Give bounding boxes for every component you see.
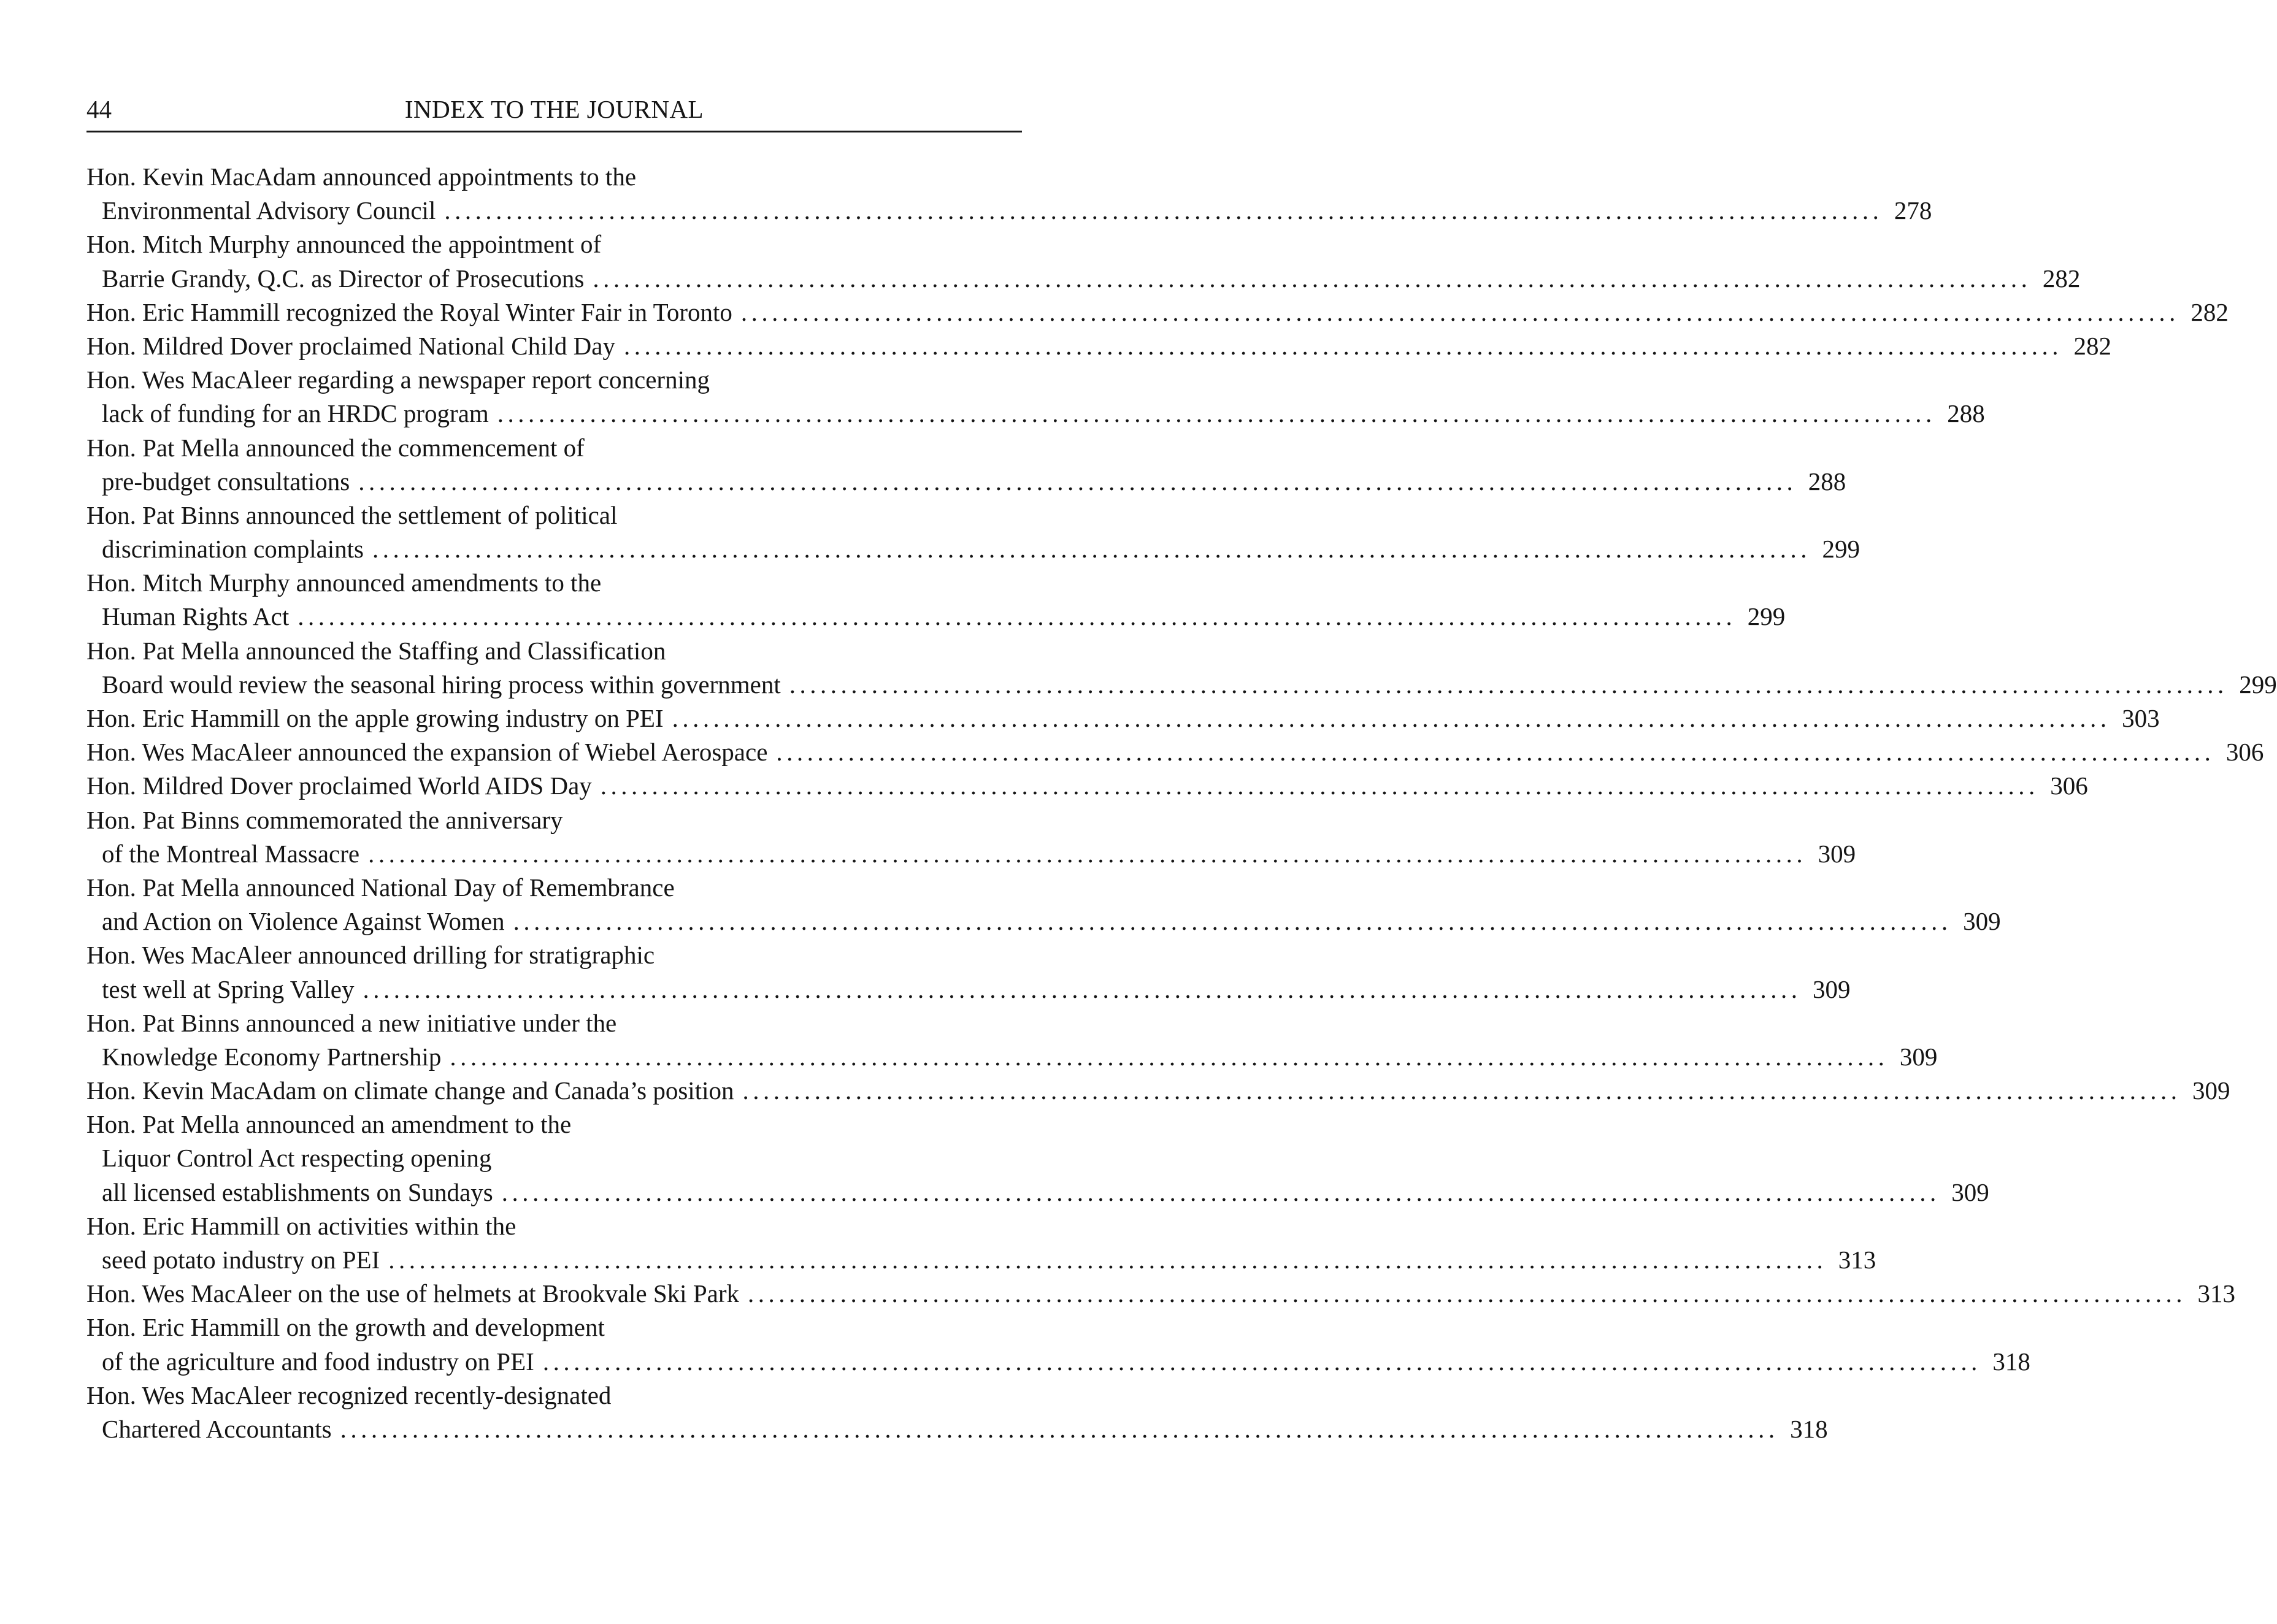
index-entry: [86, 702, 2160, 735]
header-rule: [86, 131, 1022, 132]
entry-text: Hon. Wes MacAleer regarding a newspaper report concerning: [86, 366, 710, 394]
entry-page-number: 318: [1790, 1414, 1828, 1443]
dot-leader: ............................................................................................................................................: [358, 467, 1797, 496]
entry-page-number: 282: [2042, 264, 2081, 293]
entry-first-line: [86, 1277, 2235, 1311]
dot-leader: ............................................................................................................................................: [340, 1414, 1779, 1443]
entry-text: pre-budget consultations: [102, 467, 350, 496]
index-entry: [86, 1209, 1876, 1277]
entry-page-number: 282: [2073, 331, 2111, 360]
entry-page-number: 313: [1838, 1246, 1876, 1274]
index-entry: [86, 1006, 1938, 1074]
entry-text: Hon. Pat Binns announced the settlement of political: [86, 500, 618, 529]
dot-leader: ............................................................................................................................................: [623, 331, 2062, 360]
index-entry: [86, 329, 2111, 363]
entry-text: of the agriculture and food industry on PEI: [102, 1347, 534, 1376]
entry-first-line: [86, 1209, 1014, 1243]
entry-first-line: [86, 566, 1014, 600]
dot-leader: ............................................................................................................................................: [450, 1042, 1889, 1071]
dot-leader: ............................................................................................................................................: [513, 907, 1952, 936]
dot-leader: ............................................................................................................................................: [542, 1347, 1981, 1376]
dot-leader: ............................................................................................................................................: [672, 704, 2111, 732]
index-entry: [86, 1074, 2230, 1108]
entry-first-line: [86, 1006, 1014, 1040]
dot-leader: ............................................................................................................................................: [593, 264, 2032, 293]
entry-text: Hon. Mildred Dover proclaimed National Child Day: [86, 331, 615, 360]
entry-text: Hon. Pat Mella announced the commencement of: [86, 433, 585, 462]
entry-continuation-line: [86, 600, 1786, 634]
entry-first-line: [86, 1074, 2230, 1108]
entry-text: Hon. Wes MacAleer on the use of helmets at Brookvale Ski Park: [86, 1279, 739, 1308]
dot-leader: ............................................................................................................................................: [600, 772, 2039, 800]
entry-first-line: [86, 363, 1014, 397]
index-entry: [86, 938, 1851, 1006]
entry-first-line: [86, 296, 2229, 329]
entry-continuation-line: [86, 1040, 1938, 1074]
entry-continuation-line: [86, 1412, 1828, 1446]
entry-text: Chartered Accountants: [102, 1414, 332, 1443]
entry-page-number: 306: [2050, 772, 2088, 800]
entry-page-number: 318: [1992, 1347, 2030, 1376]
entry-text: Barrie Grandy, Q.C. as Director of Prosecutions: [102, 264, 585, 293]
entry-text: Knowledge Economy Partnership: [102, 1042, 442, 1071]
entry-first-line: [86, 871, 1014, 905]
index-entry: [86, 803, 1856, 871]
entry-page-number: 299: [1747, 602, 1786, 631]
page-number: 44: [86, 95, 112, 123]
entry-continuation-line: [86, 397, 1985, 431]
entry-first-line: [86, 1108, 1014, 1141]
entry-page-number: 306: [2225, 738, 2264, 767]
dot-leader: ............................................................................................................................................: [497, 399, 1936, 428]
entry-first-line: [86, 499, 1014, 532]
entry-text: Hon. Pat Mella announced National Day of Remembrance: [86, 873, 675, 902]
entry-continuation-line: [86, 194, 1932, 228]
dot-leader: ............................................................................................................................................: [444, 196, 1883, 225]
entry-text: all licensed establishments on Sundays: [102, 1178, 493, 1206]
index-entry: [86, 1379, 1828, 1446]
entry-text: Environmental Advisory Council: [102, 196, 436, 225]
dot-leader: ............................................................................................................................................: [789, 670, 2228, 699]
entry-page-number: 303: [2122, 704, 2160, 732]
entry-continuation-line: [86, 262, 2081, 296]
index-entry: [86, 160, 1932, 228]
entry-first-line: [86, 803, 1014, 837]
entry-text: Hon. Pat Mella announced the Staffing and Classification: [86, 636, 666, 665]
entry-page-number: 288: [1808, 467, 1846, 496]
index-entry: [86, 769, 2088, 803]
entry-continuation-line: [86, 905, 2001, 938]
entry-first-line: [86, 735, 2264, 769]
entry-first-line: [86, 1311, 1014, 1344]
page-title: INDEX TO THE JOURNAL: [404, 95, 704, 123]
entry-text: Hon. Kevin MacAdam announced appointments to the: [86, 163, 637, 191]
entry-text: Hon. Eric Hammill on the growth and development: [86, 1313, 605, 1342]
index-entry: [86, 1277, 2235, 1311]
index-entry: [86, 296, 2229, 329]
entry-text: Hon. Pat Binns announced a new initiative under the: [86, 1008, 617, 1037]
entry-continuation-line: [86, 1176, 1989, 1209]
index-entry: [86, 871, 2001, 938]
dot-leader: ............................................................................................................................................: [747, 1279, 2186, 1308]
index-entry: [86, 735, 2264, 769]
entry-first-line: [86, 702, 2160, 735]
dot-leader: ............................................................................................................................................: [298, 602, 1737, 631]
entry-page-number: 309: [1812, 975, 1851, 1003]
entry-text: Hon. Pat Binns commemorated the anniversary: [86, 805, 563, 834]
entry-page-number: 309: [2192, 1076, 2230, 1105]
entry-text: Board would review the seasonal hiring process within government: [102, 670, 781, 699]
entry-text: Liquor Control Act respecting opening: [102, 1144, 492, 1173]
entry-continuation-line: [86, 1345, 2030, 1379]
index-entry: [86, 1311, 2030, 1378]
entry-page-number: 309: [1963, 907, 2001, 936]
dot-leader: ............................................................................................................................................: [372, 535, 1811, 564]
entry-first-line: [86, 329, 2111, 363]
entry-continuation-line: [86, 973, 1851, 1006]
entry-continuation-line: [86, 1243, 1876, 1277]
entry-page-number: 309: [1951, 1178, 1989, 1206]
running-head: [86, 93, 1022, 125]
entry-continuation-line: [86, 465, 1846, 499]
index-entry: [86, 363, 1985, 431]
entry-text: test well at Spring Valley: [102, 975, 355, 1003]
entry-continuation-line: [86, 668, 2277, 702]
entry-page-number: 299: [2239, 670, 2277, 699]
entry-text: of the Montreal Massacre: [102, 839, 360, 868]
entry-page-number: 278: [1894, 196, 1932, 225]
entry-text: and Action on Violence Against Women: [102, 907, 505, 936]
index-entries: [86, 160, 2277, 1446]
index-entry: [86, 499, 1860, 566]
entry-page-number: 282: [2191, 297, 2229, 326]
index-entry: [86, 431, 1846, 499]
entry-text: Hon. Mitch Murphy announced the appointment of: [86, 230, 602, 259]
dot-leader: ............................................................................................................................................: [368, 839, 1807, 868]
index-entry: [86, 228, 2081, 295]
entry-first-line: [86, 228, 1014, 261]
entry-first-line: [86, 431, 1014, 465]
entry-text: Hon. Mitch Murphy announced amendments to the: [86, 569, 602, 597]
dot-leader: ............................................................................................................................................: [742, 1076, 2181, 1105]
entry-text: Hon. Pat Mella announced an amendment to the: [86, 1110, 572, 1139]
entry-page-number: 288: [1947, 399, 1985, 428]
entry-first-line: [86, 634, 1014, 668]
entry-first-line: [86, 160, 1014, 194]
entry-text: Hon. Mildred Dover proclaimed World AIDS Day: [86, 772, 592, 800]
index-entry: [86, 1108, 1989, 1209]
entry-text: Hon. Wes MacAleer announced the expansion of Wiebel Aerospace: [86, 738, 768, 767]
entry-text: Hon. Wes MacAleer announced drilling for stratigraphic: [86, 941, 655, 970]
entry-first-line: [86, 938, 1014, 972]
entry-page-number: 309: [1899, 1042, 1938, 1071]
dot-leader: ............................................................................................................................................: [740, 297, 2179, 326]
dot-leader: ............................................................................................................................................: [501, 1178, 1940, 1206]
entry-text: Hon. Eric Hammill on activities within the: [86, 1211, 516, 1240]
entry-page-number: 313: [2197, 1279, 2235, 1308]
entry-continuation-line: [86, 532, 1860, 566]
entry-text: lack of funding for an HRDC program: [102, 399, 489, 428]
dot-leader: ............................................................................................................................................: [388, 1246, 1827, 1274]
entry-text: discrimination complaints: [102, 535, 364, 564]
entry-text: Hon. Wes MacAleer recognized recently-designated: [86, 1381, 612, 1409]
entry-page-number: 299: [1822, 535, 1860, 564]
entry-first-line: [86, 769, 2088, 803]
entry-text: Hon. Eric Hammill recognized the Royal Winter Fair in Toronto: [86, 297, 732, 326]
entry-text: Human Rights Act: [102, 602, 290, 631]
entry-continuation-line: [86, 1141, 1014, 1175]
entry-page-number: 309: [1818, 839, 1856, 868]
entry-continuation-line: [86, 837, 1856, 871]
entry-first-line: [86, 1379, 1014, 1412]
index-entry: [86, 566, 1786, 634]
dot-leader: ............................................................................................................................................: [363, 975, 1802, 1003]
entry-text: seed potato industry on PEI: [102, 1246, 380, 1274]
entry-text: Hon. Kevin MacAdam on climate change and Canada’s position: [86, 1076, 734, 1105]
index-entry: [86, 634, 2277, 702]
entry-text: Hon. Eric Hammill on the apple growing industry on PEI: [86, 704, 664, 732]
dot-leader: ............................................................................................................................................: [776, 738, 2215, 767]
